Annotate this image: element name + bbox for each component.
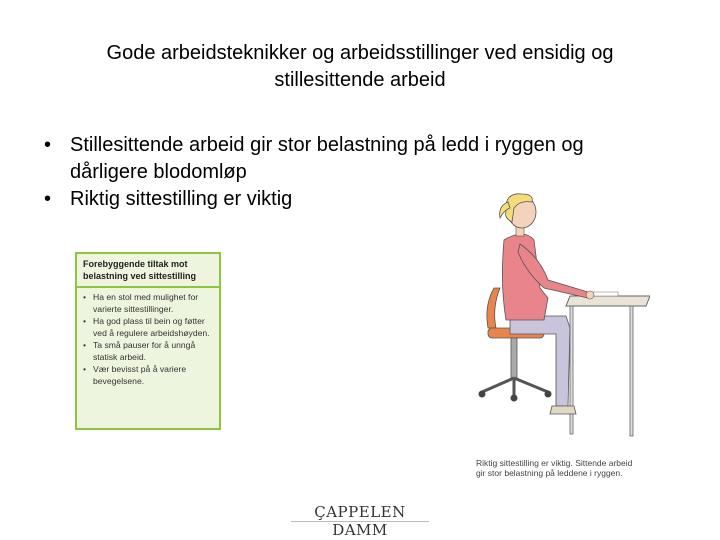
info-box-item [83, 292, 213, 315]
seated-woman-illustration [470, 188, 650, 448]
info-box-item-text: Ha god plass til bein og føtter ved å regulere arbeidshøyden. [93, 316, 210, 338]
info-box-list [77, 288, 219, 392]
info-box-heading-line-1: Forebyggende tiltak mot [83, 259, 188, 269]
info-box-item [83, 340, 213, 363]
info-box-item [83, 364, 213, 387]
info-box-item-text: Ta små pauser for å unngå statisk arbeid. [93, 340, 196, 362]
info-box-marker: • [83, 316, 87, 326]
bullet-marker: • [44, 188, 52, 210]
info-box-heading-line-2: belastning ved sittestilling [83, 271, 197, 281]
bullet-text: Riktig sittestilling er viktig [70, 188, 293, 210]
info-box-item-text: Vær bevisst på å variere bevegelsene. [93, 364, 187, 386]
info-box-marker: • [83, 292, 87, 302]
info-box-marker: • [83, 340, 87, 350]
bullet-item [44, 132, 664, 186]
cappelen-damm-logo: ÇAPPELEN DAMM [291, 503, 429, 522]
bullet-marker: • [44, 134, 52, 156]
figure-caption-line-2: gir stor belastning på leddene i ryggen. [476, 468, 623, 478]
slide-title-line-2: stillesittende arbeid [274, 69, 446, 91]
desk-illustration [566, 292, 650, 436]
slide-title [40, 40, 680, 94]
slide-title-line-1: Gode arbeidsteknikker og arbeidsstillinger ved ensidig og [106, 42, 614, 64]
info-box-item-text: Ha en stol med mulighet for varierte sittestillinger. [93, 292, 199, 314]
prevention-info-box [75, 252, 221, 430]
figure-caption [476, 458, 676, 478]
info-box-heading [77, 254, 219, 288]
bullet-text: Stillesittende arbeid gir stor belastning på ledd i ryggen og dårligere blodomløp [70, 134, 584, 183]
info-box-marker: • [83, 364, 87, 374]
info-box-item [83, 316, 213, 339]
figure-caption-line-1: Riktig sittestilling er viktig. Sittende arbeid [476, 458, 633, 468]
